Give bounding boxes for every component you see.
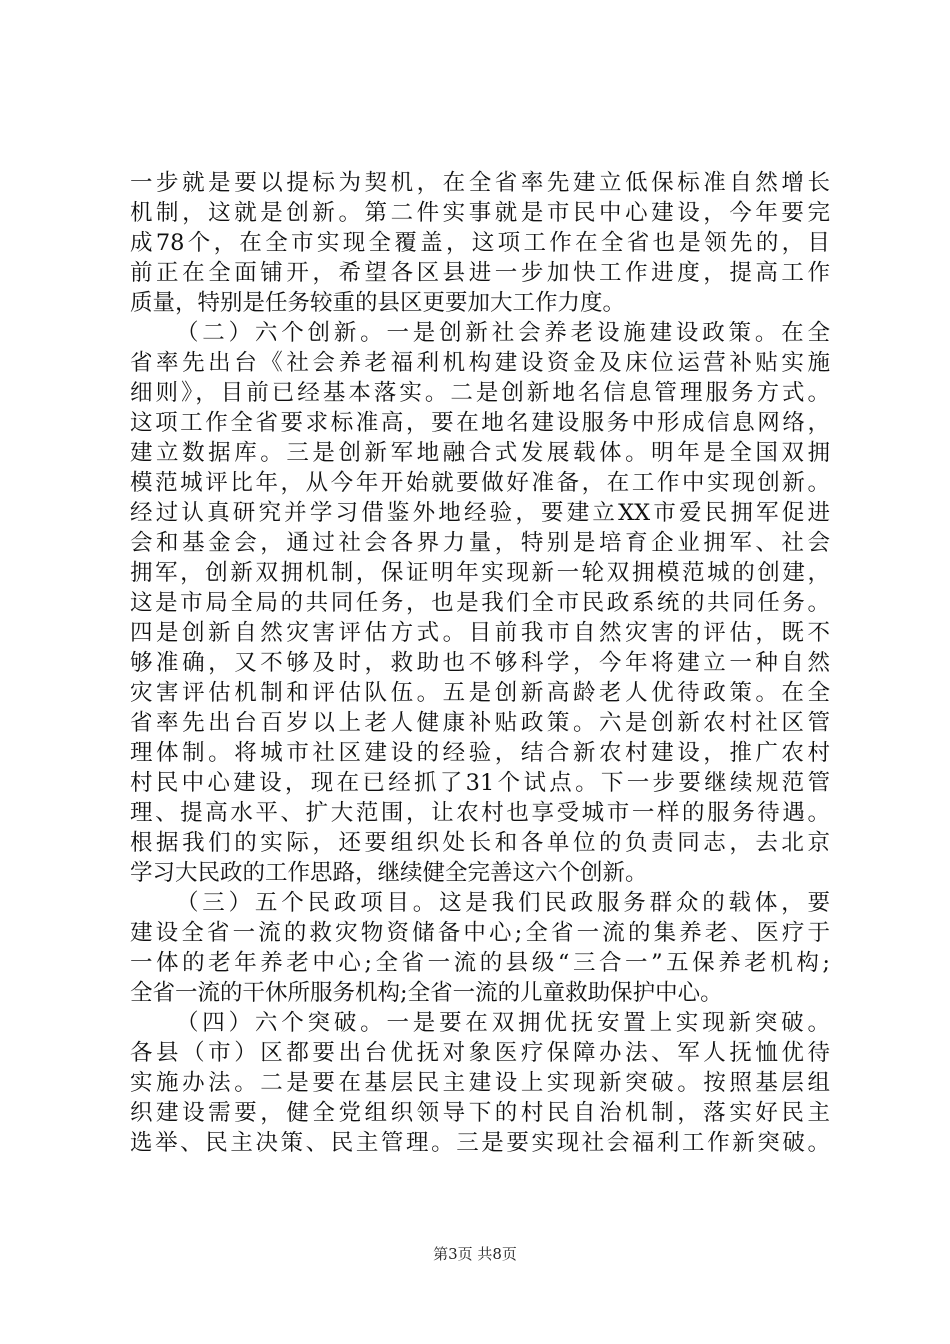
- body-line: 一步就是要以提标为契机，在全省率先建立低保标准自然增长: [130, 170, 830, 196]
- body-line: （三）五个民政项目。这是我们民政服务群众的载体，要: [176, 890, 830, 916]
- body-line: 这是市局全局的共同任务，也是我们全市民政系统的共同任务。: [130, 590, 830, 616]
- body-line: 质量，特别是任务较重的县区更要加大工作力度。: [130, 290, 626, 316]
- body-line: 灾害评估机制和评估队伍。五是创新高龄老人优待政策。在全: [130, 680, 830, 706]
- body-line: （二）六个创新。一是创新社会养老设施建设政策。在全: [176, 320, 830, 346]
- body-line: 够准确，又不够及时，救助也不够科学，今年将建立一种自然: [130, 650, 830, 676]
- body-line: 细则》，目前已经基本落实。二是创新地名信息管理服务方式。: [130, 380, 830, 406]
- body-line: 这项工作全省要求标准高，要在地名建设服务中形成信息网络，: [130, 410, 830, 436]
- body-line: 根据我们的实际，还要组织处长和各单位的负责同志，去北京: [130, 830, 830, 856]
- body-line: 成78个，在全市实现全覆盖，这项工作在全省也是领先的，目: [130, 230, 830, 256]
- body-line: 理、提高水平、扩大范围，让农村也享受城市一样的服务待遇。: [130, 800, 830, 826]
- body-line: 四是创新自然灾害评估方式。目前我市自然灾害的评估，既不: [130, 620, 830, 646]
- body-line: 村民中心建设，现在已经抓了31个试点。下一步要继续规范管: [130, 770, 830, 796]
- page-footer: 第3页 共8页: [433, 1245, 517, 1263]
- body-line: 实施办法。二是要在基层民主建设上实现新突破。按照基层组: [130, 1070, 830, 1096]
- body-line: 一体的老年养老中心;全省一流的县级“三合一”五保养老机构;: [130, 950, 830, 976]
- body-line: 模范城评比年，从今年开始就要做好准备，在工作中实现创新。: [130, 470, 830, 496]
- body-line: 机制，这就是创新。第二件实事就是市民中心建设，今年要完: [130, 200, 830, 226]
- body-line: 经过认真研究并学习借鉴外地经验，要建立XX市爱民拥军促进: [130, 500, 830, 526]
- body-line: 拥军，创新双拥机制，保证明年实现新一轮双拥模范城的创建，: [130, 560, 830, 586]
- body-line: 会和基金会，通过社会各界力量，特别是培育企业拥军、社会: [130, 530, 830, 556]
- body-line: 省率先出台《社会养老福利机构建设资金及床位运营补贴实施: [130, 350, 830, 376]
- body-line: 前正在全面铺开，希望各区县进一步加快工作进度，提高工作: [130, 260, 830, 286]
- body-line: 建立数据库。三是创新军地融合式发展载体。明年是全国双拥: [130, 440, 830, 466]
- body-line: 省率先出台百岁以上老人健康补贴政策。六是创新农村社区管: [130, 710, 830, 736]
- body-line: 选举、民主决策、民主管理。三是要实现社会福利工作新突破。: [130, 1130, 830, 1156]
- body-line: 织建设需要，健全党组织领导下的村民自治机制，落实好民主: [130, 1100, 830, 1126]
- body-line: 理体制。将城市社区建设的经验，结合新农村建设，推广农村: [130, 740, 830, 766]
- body-line: 建设全省一流的救灾物资储备中心;全省一流的集养老、医疗于: [130, 920, 830, 946]
- body-line: 各县（市）区都要出台优抚对象医疗保障办法、军人抚恤优待: [130, 1040, 830, 1066]
- body-line: （四）六个突破。一是要在双拥优抚安置上实现新突破。: [176, 1010, 830, 1036]
- body-line: 全省一流的干休所服务机构;全省一流的儿童救助保护中心。: [130, 980, 723, 1006]
- body-line: 学习大民政的工作思路，继续健全完善这六个创新。: [130, 860, 648, 886]
